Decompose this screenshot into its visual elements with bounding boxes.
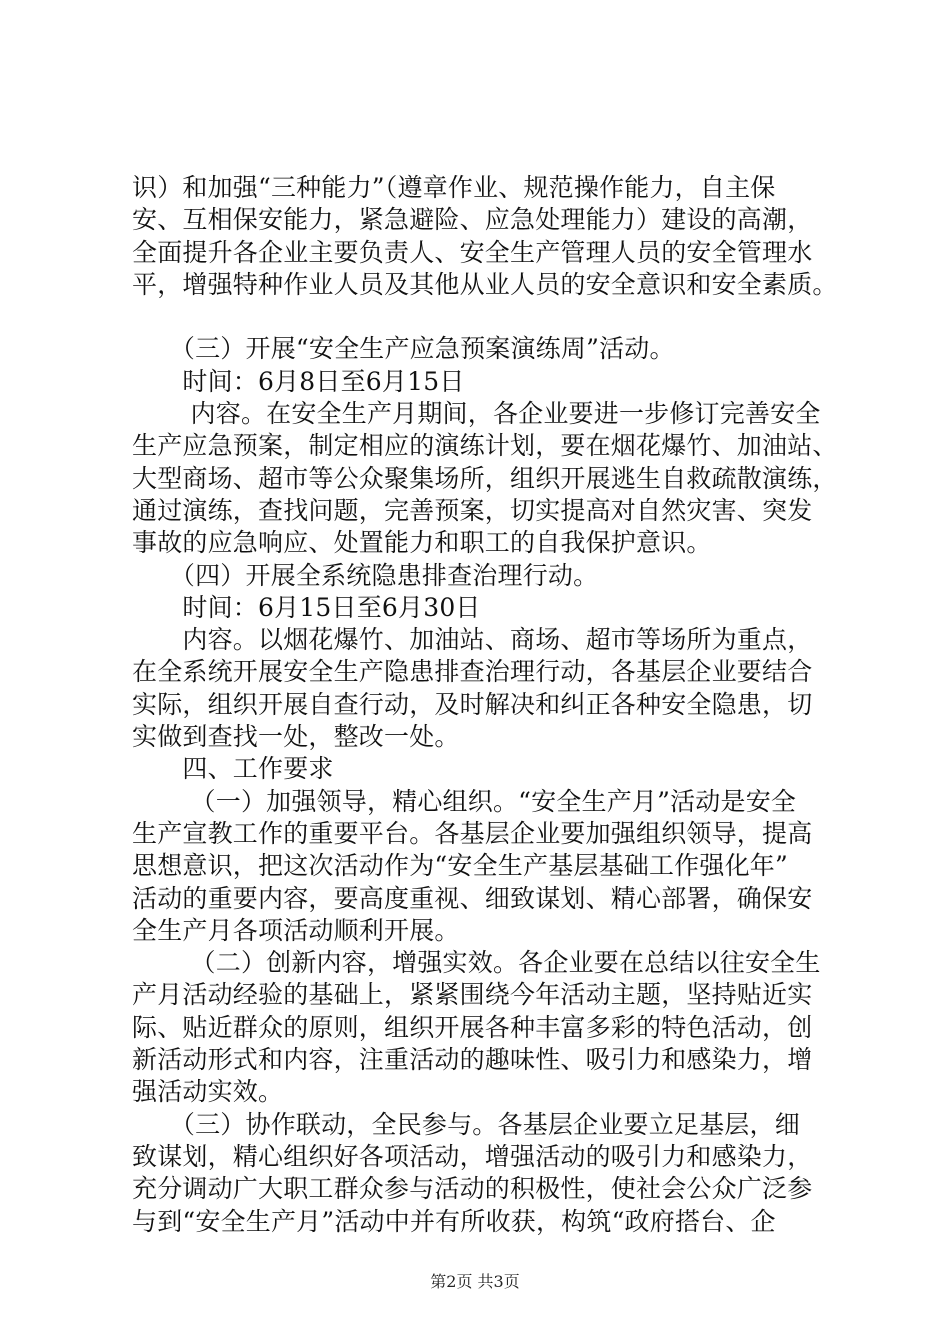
text-line: 全生产月各项活动顺利开展。 (132, 915, 460, 945)
text-line: 际、贴近群众的原则，组织开展各种丰富多彩的特色活动，创 (132, 1012, 813, 1042)
section-heading: 四、工作要求 (132, 754, 334, 784)
text-line: 与到“安全生产月”活动中并有所收获，构筑“政府搭台、企 (132, 1206, 776, 1236)
page-number-footer: 第2页 共3页 (430, 1272, 520, 1291)
text-line: 生产应急预案，制定相应的演练计划，要在烟花爆竹、加油站、 (132, 431, 838, 461)
text-line: （二）创新内容，增强实效。各企业要在总结以往安全生 (132, 948, 821, 978)
text-line: 充分调动广大职工群众参与活动的积极性，使社会公众广泛参 (132, 1174, 813, 1204)
text-line: 全面提升各企业主要负责人、安全生产管理人员的安全管理水 (132, 237, 813, 267)
section-heading: （三）开展“安全生产应急预案演练周”活动。 (132, 334, 675, 364)
document-body (132, 172, 838, 1238)
section-heading: （四）开展全系统隐患排查治理行动。 (132, 560, 599, 590)
time-line: 时间：6月15日至6月30日 (132, 592, 481, 622)
text-line: 产月活动经验的基础上，紧紧围绕今年活动主题，坚持贴近实 (132, 980, 813, 1010)
text-line: 平，增强特种作业人员及其他从业人员的安全意识和安全素质。 (132, 269, 838, 299)
text-line: 识）和加强“三种能力”（遵章作业、规范操作能力，自主保 (132, 173, 776, 202)
text-line: （三）协作联动，全民参与。各基层企业要立足基层，细 (132, 1109, 800, 1139)
text-line: 致谋划，精心组织好各项活动，增强活动的吸引力和感染力， (132, 1141, 813, 1171)
text-line: 内容。在安全生产月期间，各企业要进一步修订完善安全 (132, 399, 821, 429)
text-line: 强活动实效。 (132, 1077, 284, 1107)
text-line: 事故的应急响应、处置能力和职工的自我保护意识。 (132, 528, 712, 558)
text-line: 内容。以烟花爆竹、加油站、商场、超市等场所为重点， (132, 625, 813, 655)
text-line: 生产宣教工作的重要平台。各基层企业要加强组织领导，提高 (132, 818, 813, 848)
text-line: （一）加强领导，精心组织。“安全生产月”活动是安全 (132, 786, 797, 816)
text-line: 通过演练，查找问题，完善预案，切实提高对自然灾害、突发 (132, 495, 813, 525)
text-line: 安、互相保安能力，紧急避险、应急处理能力）建设的高潮， (132, 205, 813, 235)
text-line: 思想意识，把这次活动作为“安全生产基层基础工作强化年” (132, 851, 788, 881)
text-line: 实做到查找一处，整改一处。 (132, 722, 460, 752)
time-line: 时间：6月8日至6月15日 (132, 366, 465, 396)
text-line: 在全系统开展安全生产隐患排查治理行动，各基层企业要结合 (132, 657, 813, 687)
text-line: 实际，组织开展自查行动，及时解决和纠正各种安全隐患，切 (132, 689, 813, 719)
text-line: 活动的重要内容，要高度重视、细致谋划、精心部署，确保安 (132, 883, 813, 913)
blank-line (132, 301, 832, 333)
text-line: 新活动形式和内容，注重活动的趣味性、吸引力和感染力，增 (132, 1045, 813, 1075)
text-line: 大型商场、超市等公众聚集场所，组织开展逃生自救疏散演练， (132, 463, 838, 493)
